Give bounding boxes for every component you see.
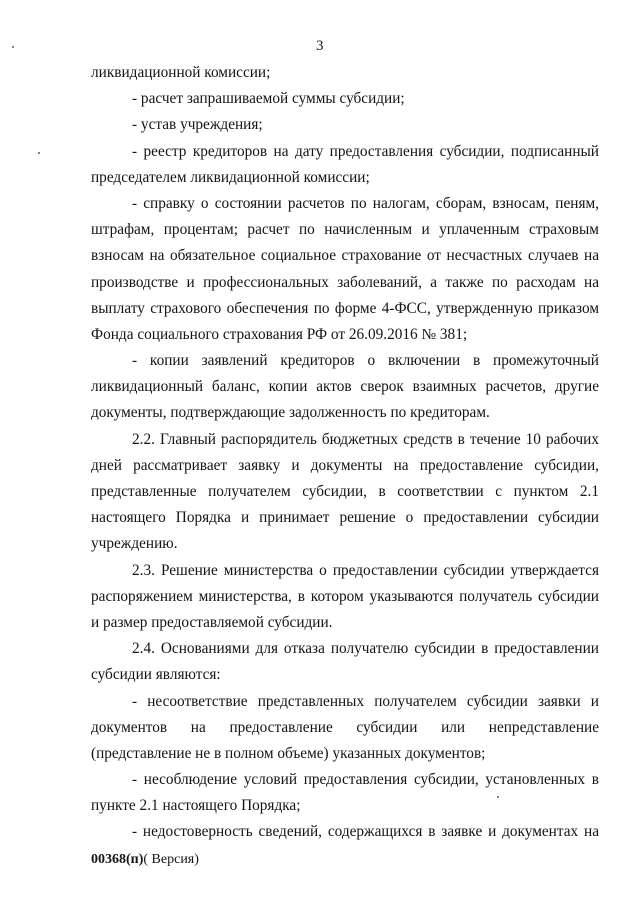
text-line: распоряжением министерства, в котором указываются получатель субсидии — [91, 587, 599, 605]
paragraph-line: 2.2. Главный распорядитель бюджетных средств в течение 10 рабочих — [132, 430, 599, 448]
text-line: представленные получателем субсидии, в соответствии с пунктом 2.1 — [91, 483, 599, 500]
text-line: взносам на обязательное социальное страхование от несчастных случаев на — [91, 247, 599, 265]
list-item: - реестр кредиторов на дату предоставления субсидии, подписанный — [132, 142, 599, 160]
text-line: (представление не в полном объеме) указанных документов; — [91, 744, 486, 762]
text-line: учреждению. — [91, 535, 178, 553]
text-line: субсидии являются: — [91, 666, 221, 684]
scan-speck — [497, 796, 499, 798]
text-line: пункте 2.1 настоящего Порядка; — [91, 797, 301, 815]
paragraph-line: 2.4. Основаниями для отказа получателю субсидии в предоставлении — [132, 640, 599, 658]
scan-speck — [12, 46, 14, 48]
document-body — [91, 60, 599, 846]
document-code: 00368(п) — [91, 852, 144, 867]
list-item: - несоблюдение условий предоставления субсидии, установленных в — [132, 771, 599, 789]
text-line: и размер предоставляемой субсидии. — [91, 613, 333, 631]
footer — [91, 852, 199, 868]
list-item: - расчет запрашиваемой суммы субсидии; — [132, 90, 405, 108]
text-line: ликвидационной комиссии; — [91, 64, 271, 81]
list-item: - несоответствие представленных получателем субсидии заявки и — [132, 692, 599, 710]
list-item: - копии заявлений кредиторов о включении в промежуточный — [132, 352, 599, 370]
list-item: - справку о состоянии расчетов по налогам, сборам, взносам, пеням, — [132, 194, 599, 212]
text-line: документы, подтверждающие задолженность по кредиторам. — [91, 404, 490, 422]
list-item: - устав учреждения; — [132, 116, 263, 134]
scan-speck — [38, 152, 40, 154]
text-line: выплату страхового обеспечения по форме 4-ФСС, утвержденную приказом — [91, 299, 599, 317]
text-line: штрафам, процентам; расчет по начисленным и уплаченным страховым — [91, 221, 599, 239]
list-item: - недостоверность сведений, содержащихся в заявке и документах на — [132, 823, 599, 841]
text-line: ликвидационный баланс, копии актов сверок взаимных расчетов, другие — [91, 378, 599, 396]
version-label: ( Версия) — [143, 852, 199, 867]
text-line: Фонда социального страхования РФ от 26.09.2016 № 381; — [91, 325, 468, 343]
text-line: дней рассматривает заявку и документы на предоставление субсидии, — [91, 456, 599, 474]
text-line: производстве и профессиональных заболеваний, а также по расходам на — [91, 273, 599, 291]
page-number: 3 — [316, 38, 324, 54]
text-line: настоящего Порядка и принимает решение о предоставлении субсидии — [91, 509, 599, 527]
paragraph-line: 2.3. Решение министерства о предоставлении субсидии утверждается — [132, 561, 599, 579]
text-line: председателем ликвидационной комиссии; — [91, 168, 370, 186]
text-line: документов на предоставление субсидии или непредставление — [91, 718, 599, 736]
